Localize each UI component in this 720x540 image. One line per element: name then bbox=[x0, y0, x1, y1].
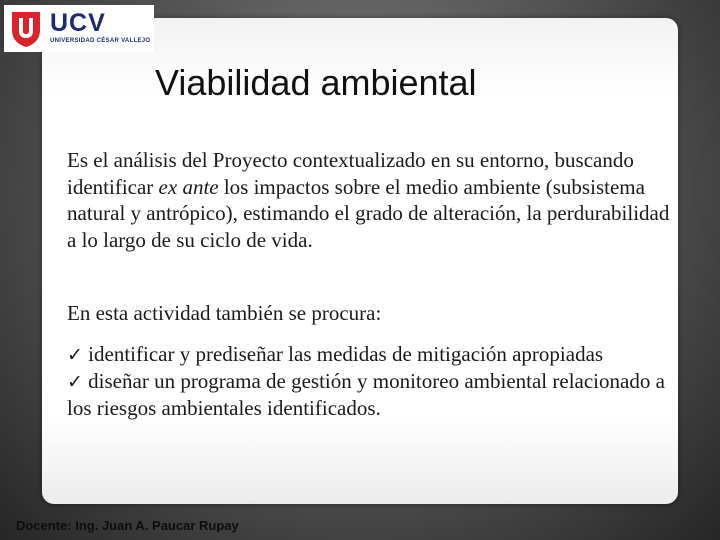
paragraph-intro: En esta actividad también se procura: bbox=[67, 301, 382, 325]
checklist-item-text: diseñar un programa de gestión y monitoreo ambiental relacionado a los riesgos ambientales identificados. bbox=[67, 369, 665, 420]
checklist-item bbox=[67, 368, 677, 421]
footer-docente: Docente: Ing. Juan A. Paucar Rupay bbox=[16, 518, 239, 533]
checkmark-icon: ✓ bbox=[67, 371, 83, 393]
logo-subtitle: UNIVERSIDAD CÉSAR VALLEJO bbox=[50, 38, 151, 44]
paragraph-definition bbox=[67, 147, 677, 253]
paragraph-definition-text-1: Es el análisis del Proyecto contextualizado en su entorno, buscando identificar bbox=[67, 148, 634, 199]
checklist bbox=[67, 341, 677, 421]
logo-wordmark: UCV bbox=[50, 9, 106, 37]
university-logo bbox=[4, 5, 154, 52]
ucv-emblem-icon bbox=[8, 10, 44, 48]
checklist-item-text: identificar y prediseñar las medidas de mitigación apropiadas bbox=[88, 342, 604, 366]
slide-title: Viabilidad ambiental bbox=[155, 62, 477, 103]
paragraph-definition-italic: ex ante bbox=[158, 174, 219, 199]
paragraph-definition-text-2: los impactos sobre el medio ambiente (subsistema natural y antrópico), estimando el grado de alteración, la perdurabilidad a lo largo de su ciclo de vida. bbox=[67, 174, 670, 252]
checkmark-icon: ✓ bbox=[67, 344, 83, 366]
checklist-item bbox=[67, 341, 677, 368]
